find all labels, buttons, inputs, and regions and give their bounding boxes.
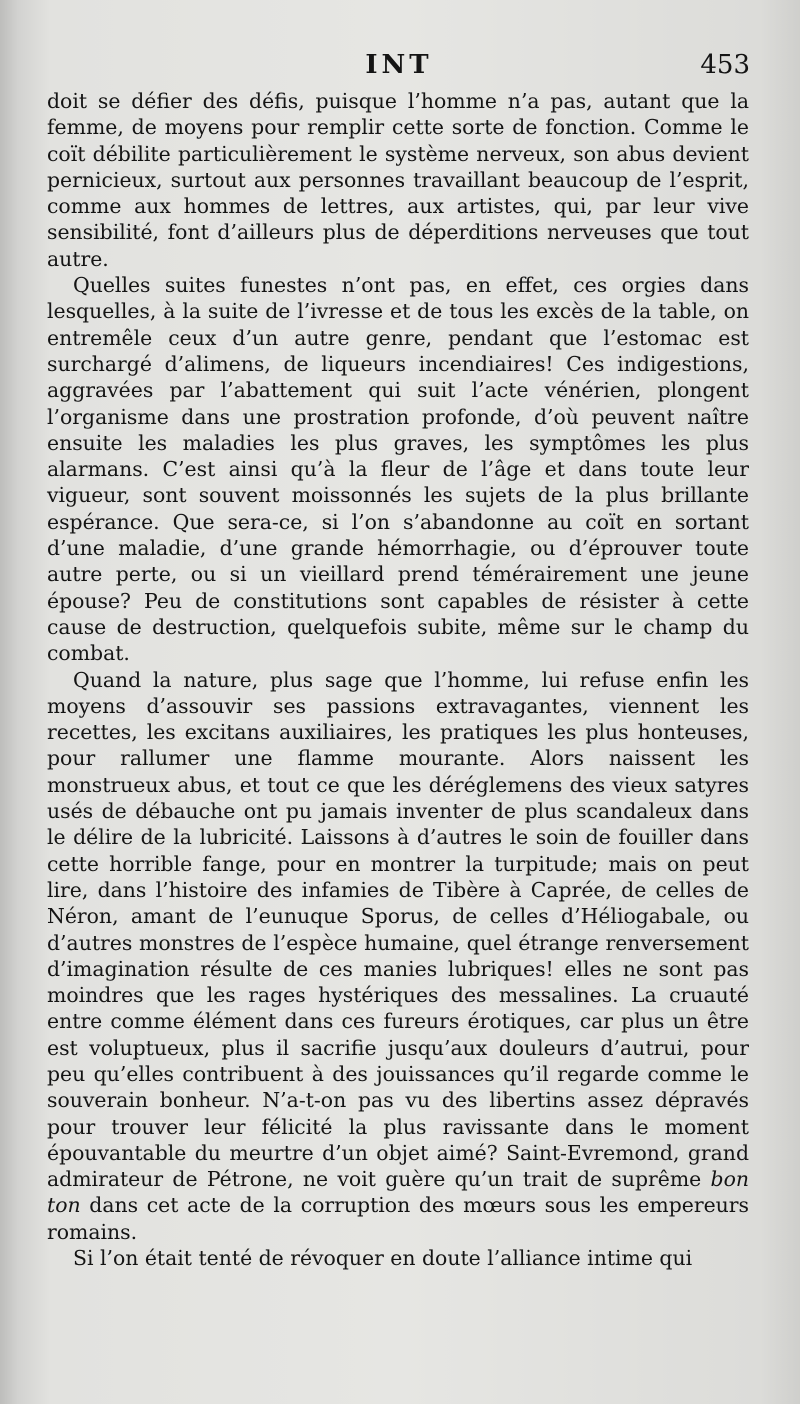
paragraph-2-text: Quelles suites funestes n’ont pas, en effet, ces orgies dans lesquelles, à la suite de l’ivresse et de tous les excès de la table, on entremêle ceux d’un autre genre, pendant que l’estomac est surchargé d’alimens, de liqueurs incendiaires! Ces indigestions, aggravées par l’abattement qui suit l’acte vénérien, plongent l’organisme dans une prostration profonde, d’où peuvent naître ensuite les maladies les plus graves, les symptômes les plus alarmans. C’est ainsi qu’à la fleur de l’âge et dans toute leur vigueur, sont souvent moissonnés les sujets de la plus brillante espérance. Que sera-ce, si l’on s’abandonne au coït en sortant d’une maladie, d’une grande hémorrhagie, ou d’éprouver toute autre perte, ou si un vieillard prend témérairement une jeune épouse? Peu de constitutions sont capables de résister à cette cause de destruction, quelquefois subite, même sur le champ du combat. [47,273,749,666]
page-header [48,50,750,90]
paragraph-nature [47,667,749,1246]
paragraph-1-text: doit se défier des défis, puisque l’homme n’a pas, autant que la femme, de moyens pour remplir cette sorte de fonction. Comme le coït débilite particulièrement le système nerveux, son abus devient pernicieux, surtout aux personnes travaillant beaucoup de l’esprit, comme aux hommes de lettres, aux artistes, qui, par leur vive sensibilité, font d’ailleurs plus de déperditions nerveuses que tout autre. [47,89,749,271]
paragraph-orgies [47,272,749,666]
page-number: 453 [700,50,750,80]
paragraph-4-text: Si l’on était tenté de révoquer en doute l’alliance intime qui [73,1246,693,1271]
running-head: INT [365,50,433,80]
paragraph-alliance [47,1245,749,1271]
paragraph-3-text: Quand la nature, plus sage que l’homme, lui refuse enfin les moyens d’assouvir ses passions extravagantes, viennent les recettes, les excitans auxiliaires, les pratiques les plus honteuses, pour rallumer une flamme mourante. Alors naissent les monstrueux abus, et tout ce que les déréglemens des vieux satyres usés de débauche ont pu jamais inventer de plus scandaleux dans le délire de la lubricité. Laissons à d’autres le soin de fouiller dans cette horrible fange, pour en montrer la turpitude; mais on peut lire, dans l’histoire des infamies de Tibère à Caprée, de celles de Néron, amant de l’eunuque Sporus, de celles d’Héliogabale, ou d’autres monstres de l’espèce humaine, quel étrange renversement d’imagination résulte de ces manies lubriques! elles ne sont pas moindres que les rages hystériques des messalines. La cruauté entre comme élément dans ces fureurs érotiques, car plus un être est voluptueux, plus il sacrifie jusqu’aux douleurs d’autrui, pour peu qu’elles contribuent à des jouissances qu’il regarde comme le souverain bonheur. N’a-t-on pas vu des libertins assez dépravés pour trouver leur félicité la plus ravissante dans le moment épouvantable du meurtre d’un objet aimé? Saint-Evremond, grand admirateur de Pétrone, ne voit guère qu’un trait de suprême [47,667,749,1192]
paragraph-continuation [47,88,749,272]
body-text [47,88,749,1271]
paragraph-3-italic-phrase: bon ton [47,1167,750,1218]
paragraph-3-text-after: dans cet acte de la corruption des mœurs sous les empereurs romains. [47,1193,750,1244]
